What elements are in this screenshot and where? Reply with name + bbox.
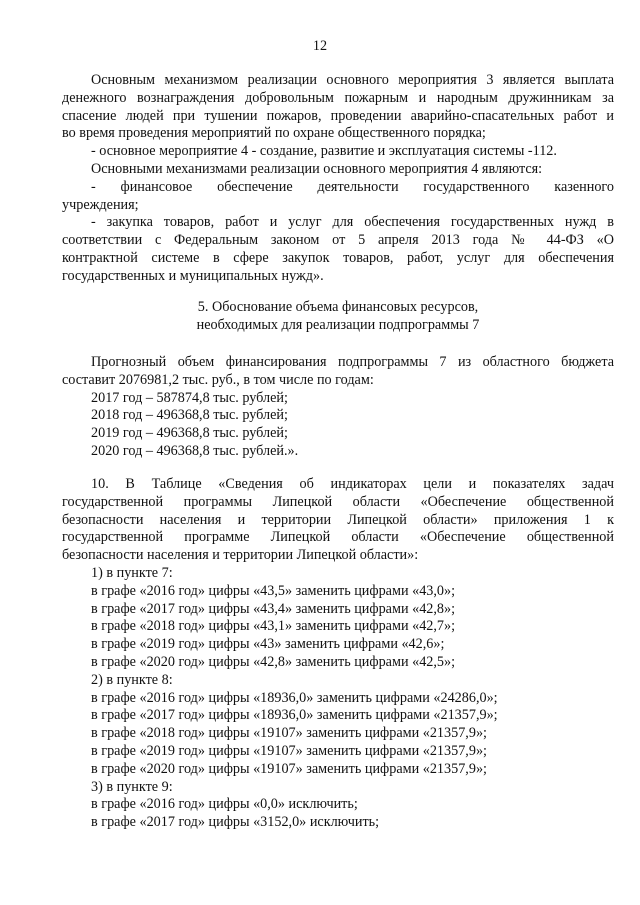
list-item: 3) в пункте 9: [91,778,173,795]
list-item: в графе «2018 год» цифры «43,1» заменить цифрами «42,7»; [91,618,456,635]
list-item: 1) в пункте 7: [91,564,173,581]
text-line: государственной программе Липецкой области «Обеспечение общественной [62,529,614,546]
list-item: в графе «2020 год» цифры «42,8» заменить цифрами «42,5»; [91,653,456,670]
text-line: составит 2076981,2 тыс. руб., в том числе по годам: [62,371,374,388]
list-item: в графе «2016 год» цифры «43,5» заменить цифрами «43,0»; [91,582,456,599]
text-line: денежного вознаграждения добровольным пожарным и народным дружинникам за [62,89,614,106]
section-table-changes [62,476,614,832]
heading-line: необходимых для реализации подпрограммы 7 [196,316,480,333]
list-item: в графе «2016 год» цифры «0,0» исключить; [91,796,358,813]
list-item: в графе «2017 год» цифры «43,4» заменить цифрами «42,8»; [91,600,456,617]
year-item: 2017 год – 587874,8 тыс. рублей; [91,389,288,406]
text-line: контрактной системе в сфере закупок товаров, работ, услуг для обеспечения [62,249,614,266]
section-financing [62,354,614,461]
text-line: государственных и муниципальных нужд». [62,267,324,284]
text-line: Прогнозный объем финансирования подпрограммы 7 из областного бюджета [91,354,614,370]
list-item: в графе «2019 год» цифры «43» заменить цифрами «42,6»; [91,636,445,653]
text-line: безопасности населения и территории Липецкой области»: [62,547,419,564]
page-number: 12 [312,38,328,54]
year-item: 2019 год – 496368,8 тыс. рублей; [91,425,288,442]
text-line: - закупка товаров, работ и услуг для обеспечения государственных нужд в [91,214,614,231]
text-line: 10. В Таблице «Сведения об индикаторах цели и показателях задач [91,476,614,492]
section-mechanisms [62,72,614,286]
list-item: 2) в пункте 8: [91,671,173,688]
text-line: спасение людей при тушении пожаров, проведении аварийно-спасательных работ и [62,107,614,124]
list-item: в графе «2016 год» цифры «18936,0» заменить цифрами «24286,0»; [91,689,498,706]
text-line: Основным механизмом реализации основного мероприятия 3 является выплата [91,72,614,88]
list-item: в графе «2020 год» цифры «19107» заменить цифрами «21357,9»; [91,760,487,777]
list-item: в графе «2018 год» цифры «19107» заменить цифрами «21357,9»; [91,725,487,742]
text-line: государственной программы Липецкой области «Обеспечение общественной [62,493,614,510]
text-line: учреждения; [62,196,139,213]
text-line: Основными механизмами реализации основного мероприятия 4 являются: [91,160,543,177]
heading-line: 5. Обоснование объема финансовых ресурсов, [197,299,479,315]
list-item: в графе «2017 год» цифры «3152,0» исключить; [91,814,380,831]
list-item: в графе «2019 год» цифры «19107» заменить цифрами «21357,9»; [91,742,487,759]
text-line: во время проведения мероприятий по охране общественного порядка; [62,125,486,142]
text-line: - финансовое обеспечение деятельности государственного казенного [91,178,614,195]
section-heading [62,299,614,335]
text-line: безопасности населения и территории Липецкой области» приложения 1 к [62,511,614,528]
year-item: 2020 год – 496368,8 тыс. рублей.». [91,442,299,459]
text-line: - основное мероприятие 4 - создание, развитие и эксплуатация системы -112. [91,143,557,160]
text-line: соответствии с Федеральным законом от 5 апреля 2013 года № 44-ФЗ «О [62,232,614,249]
year-item: 2018 год – 496368,8 тыс. рублей; [91,407,288,424]
list-item: в графе «2017 год» цифры «18936,0» заменить цифрами «21357,9»; [91,707,498,724]
